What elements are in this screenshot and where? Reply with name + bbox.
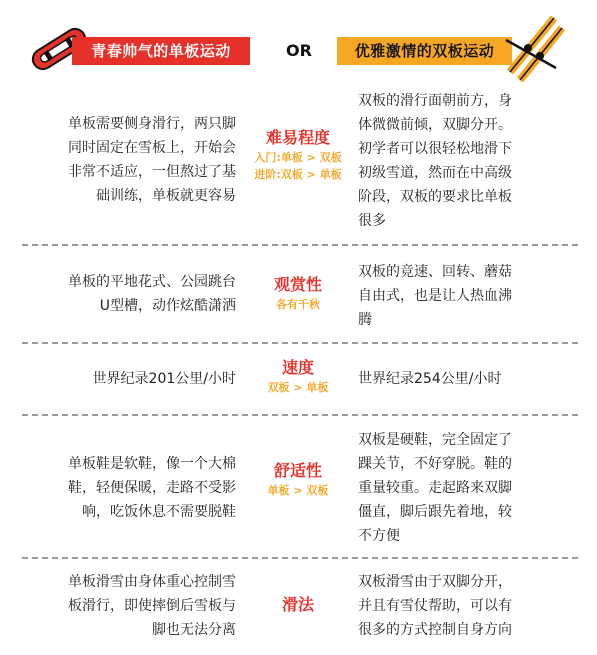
divider: [22, 244, 578, 246]
right-text: 双板的竞速、回转、蘑菇 自由式，也是让人热血沸 腾: [358, 264, 512, 328]
left-text: 世界纪录201公里/小时: [92, 371, 236, 387]
header: [0, 0, 597, 92]
or-label: OR: [286, 41, 312, 60]
criterion-title: 速度: [281, 358, 314, 377]
left-text: 单板鞋是软鞋，像一个大棉 鞋，轻便保暖，走路不受影 响，吃饭休息不需要脱鞋: [68, 456, 236, 520]
criterion-title: 滑法: [281, 595, 314, 614]
right-text: 双板是硬鞋，完全固定了 踝关节，不好穿脱。鞋的 重量较重。走起路来双脚 僵直，脚后跟先着地，较 不方便: [358, 432, 512, 544]
divider: [22, 557, 578, 559]
divider: [22, 342, 578, 344]
criterion-title: 观赏性: [273, 275, 322, 294]
criterion-sub: 双板 > 单板: [267, 381, 329, 394]
left-text: 单板的平地花式、公园跳台 U型槽，动作炫酷潇洒: [68, 274, 236, 314]
criterion: [240, 594, 356, 616]
criterion-sub: 单板 > 双板: [267, 484, 329, 497]
right-text: 世界纪录254公里/小时: [358, 371, 502, 387]
divider: [22, 414, 578, 416]
criterion: [240, 460, 356, 499]
criterion: [240, 274, 356, 313]
criterion: [240, 127, 356, 183]
criterion-sub: 各有千秋: [276, 298, 320, 311]
right-text: 双板滑雪由于双脚分开， 并且有雪仗帮助，可以有 很多的方式控制自身方向: [358, 574, 512, 638]
left-text: 单板滑雪由身体重心控制雪 板滑行，即使摔倒后雪板与 脚也无法分离: [68, 574, 236, 638]
skis-icon: [498, 10, 568, 86]
criterion-title: 舒适性: [273, 461, 322, 480]
criterion-title: 难易程度: [265, 128, 330, 147]
left-banner: 青春帅气的单板运动: [72, 37, 250, 65]
criterion: [240, 357, 356, 396]
right-text: 双板的滑行面朝前方，身 体微微前倾，双脚分开。 初学者可以很轻松地滑下 初级雪道，然而在中高级 阶段，双板的要求比单板 很多: [358, 93, 512, 229]
left-text: 单板需要侧身滑行，两只脚 同时固定在雪板上，开始会 非常不适应，一但熬过了基 础训练，单板就更容易: [68, 116, 236, 204]
criterion-sub: 进阶:双板 > 单板: [254, 168, 342, 181]
criterion-sub: 入门:单板 > 双板: [254, 151, 342, 164]
right-banner: 优雅激情的双板运动: [337, 37, 512, 65]
